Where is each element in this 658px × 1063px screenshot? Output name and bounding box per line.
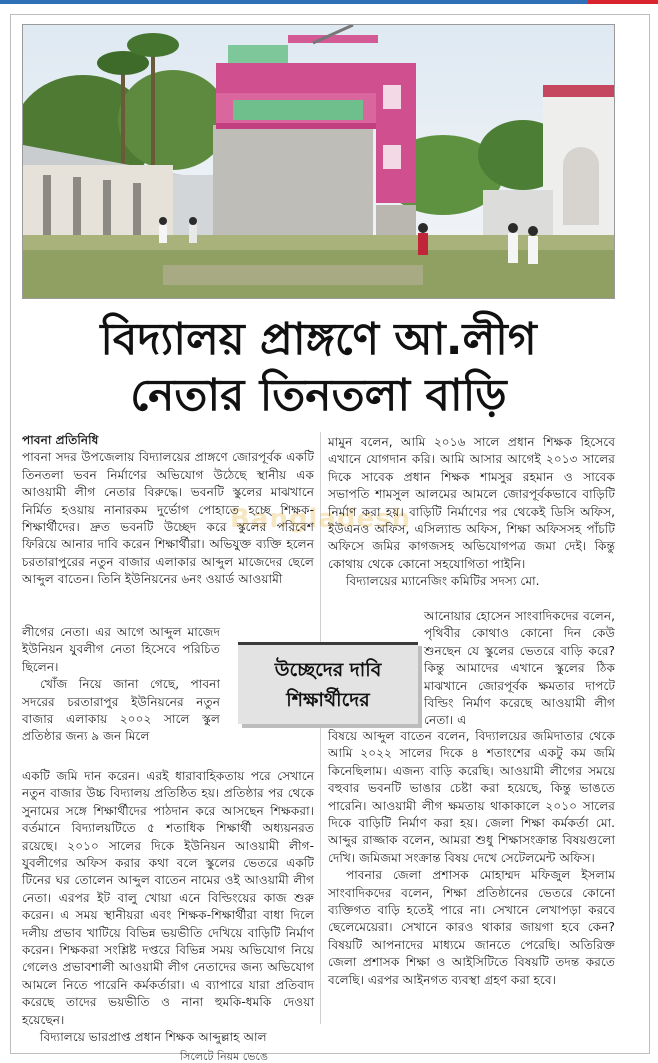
paragraph-headmaster-quote: মামুন বলেন, আমি ২০১৬ সালে প্রধান শিক্ষক হিসেবে এখানে যোগদান করি। আমি আসার আগেই ২০১৩ সালের দিকে সাবেক প্রধান শিক্ষক শামসুর রহমান ও সাবেক সভাপতি শামসুল আলমের আমলে জোরপূর্বকভাবে বাড়িটি নির্মাণ করা হয়। বাড়িটি নির্মাণের পর থেকেই ডিসি অফিস, ইউএনও অফিস, এসিল্যান্ড অফিস, শিক্ষা অফিসসহ পাঁচটি অফিসে জমির কাগজসহ অভিযোগপত্র জমা দেই। কিন্তু কোথায় থেকে কোনো সহযোগিতা পাইনি। <box>328 435 615 571</box>
headline-line-2: নেতার তিনতলা বাড়ি <box>130 370 507 421</box>
paragraph-committee: বিদ্যালয়ের ম্যানেজিং কমিটির সদস্য মো. <box>346 574 540 589</box>
school-building-photo <box>22 24 615 299</box>
headline <box>22 312 615 424</box>
paragraph-background: লীগের নেতা। এর আগে আব্দুল মাজেদ ইউনিয়ন যুবলীগ নেতা হিসেবে পরিচিত ছিলেন। <box>22 625 220 674</box>
pull-quote <box>238 642 418 724</box>
pull-quote-line-2: শিক্ষার্থীদের <box>286 688 370 711</box>
right-column-top <box>328 434 615 591</box>
top-rule <box>0 0 658 4</box>
left-column-top <box>22 432 314 589</box>
paragraph-dc-statement: পাবনার জেলা প্রশাসক মোহাম্মদ মফিজুল ইসলাম সাংবাদিকদের বলেন, শিক্ষা প্রতিষ্ঠানের ভেতরে কোনো ব্যক্তিগত বাড়ি হতেই পারে না। সেখানে লেখাপড়া করবে ছেলেমেয়েরা। সেখানে কারও থাকার জায়গা হবে কেন? বিষয়টি আপনাদের মাধ্যমে জানতে পেরেছি। অতিরিক্ত জেলা প্রশাসক শিক্ষা ও আইসিটিতে বিষয়টি তদন্ত করতে বলেছি। এরপর আইনগত ব্যবস্থা গ্রহণ করা হবে। <box>328 868 615 987</box>
next-article-strip: সিলেটে নিয়ম ভেঙে <box>180 1050 268 1063</box>
right-column-bottom <box>328 728 615 989</box>
top-rule-accent <box>588 0 658 4</box>
paragraph-accused-response: বিষয়ে আব্দুল বাতেন বলেন, বিদ্যালয়ের জমিদাতার থেকে আমি ২০২২ সালের দিকে ৪ শতাংশের একটু কম জমি কিনেছিলাম। এজন্য বাড়ি করেছি। আওয়ামী লীগের সময়ে বহুবার ভবনটি ভাঙার চেষ্টা করা হয়েছে, কিন্তু ভাঙতে পারেনি। আওয়ামী লীগ ক্ষমতায় থাকাকালে ২০১০ সালের দিকে বাড়িটি নির্মাণ করা হয়। জেলা শিক্ষা কর্মকর্তা মো. আব্দুর রাজ্জাক বলেন, আমরা শুধু শিক্ষাসংক্রান্ত বিষয়গুলো দেখি। জমিজমা সংক্রান্ত বিষয় দেখে সেটেলমেন্ট অফিস। <box>328 729 615 865</box>
paragraph-construction: একটি জমি দান করেন। এরই ধারাবাহিকতায় পরে সেখানে নতুন বাজার উচ্চ বিদ্যালয় প্রতিষ্ঠিত হয়। প্রতিষ্ঠার পর থেকে সুনামের সঙ্গে শিক্ষার্থীদের পাঠদান করে আসছেন শিক্ষকরা। বর্তমানে বিদ্যালয়টিতে ৫ শতাধিক শিক্ষার্থী অধ্যয়নরত রয়েছে। ২০১০ সালের দিকে ইউনিয়ন আওয়ামী লীগ-যুবলীগের অফিস করার কথা বলে স্কুলের ভেতরে একটি টিনের ঘর তোলেন আব্দুল বাতেন নামের ওই আওয়ামী লীগ নেতা। এরপর ইট বালু খোয়া এনে বিল্ডিংয়ের কাজ শুরু করেন। এ সময় স্থানীয়রা এবং শিক্ষক-শিক্ষার্থীরা বাধা দিলে দলীয় প্রভাব খাটিয়ে বিভিন্ন ভয়ভীতি দেখিয়ে বাড়িটি নির্মাণ করেন। শিক্ষকরা সংশ্লিষ্ট দপ্তরে বিভিন্ন সময় অভিযোগ নিয়ে গেলেও প্রভাবশালী আওয়ামী লীগ নেতাদের জন্য অভিযোগ আমলে নিতে পারেনি কর্মকর্তারা। এ ব্যাপারে যারা প্রতিবাদ করেছে তাদের ভয়ভীতি ও নানা হুমকি-ধমকি দেওয়া হয়েছেন। <box>22 769 314 1027</box>
left-column-narrow <box>22 624 220 746</box>
byline: পাবনা প্রতিনিধি <box>22 433 99 447</box>
paragraph-committee-quote: আনোয়ার হোসেন সাংবাদিকদের বলেন, পৃথিবীর কোথাও কোনো দিন কেউ শুনছেন যে স্কুলের ভেতরে বাড়ি করে? কিন্তু আমাদের এখানে স্কুলের ঠিক মাঝখানে জোরপূর্বক ক্ষমতার দাপটে বিল্ডিং নির্মাণ করেছে আওয়ামী লীগ নেতা। এ <box>424 609 615 728</box>
pull-quote-line-1: উচ্ছেদের দাবি <box>274 658 382 681</box>
right-column-narrow <box>424 608 615 730</box>
lead-paragraph: পাবনা সদর উপজেলায় বিদ্যালয়ের প্রাঙ্গণে জোরপূর্বক একটি তিনতলা ভবন নির্মাণের অভিযোগ উঠেছে স্থানীয় এক আওয়ামী লীগ নেতার বিরুদ্ধে। ভবনটি স্কুলের মাঝখানে নির্মিত হওয়ায় নানারকম দুর্ভোগ পোহাতে হচ্ছে শিক্ষক-শিক্ষার্থীদের। দ্রুত ভবনটি উচ্ছেদ করে স্কুলের পরিবেশ ফিরিয়ে আনার দাবি করেন শিক্ষার্থীরা। অভিযুক্ত ব্যক্তি হলেন চরতারাপুরের নতুন বাজার এলাকার আব্দুল মাজেদের ছেলে আব্দুল বাতেন। তিনি ইউনিয়নের ৬নং ওয়ার্ড আওয়ামী <box>22 450 314 587</box>
paragraph-headmaster: বিদ্যালয়ে ভারপ্রাপ্ত প্রধান শিক্ষক আব্দুল্লাহ আল <box>40 1030 267 1045</box>
headline-line-1: বিদ্যালয় প্রাঙ্গণে আ.লীগ <box>100 314 537 365</box>
paragraph-history: খোঁজ নিয়ে জানা গেছে, পাবনা সদরের চরতারাপুর ইউনিয়নের নতুন বাজার এলাকায় ২০০২ সালে স্কুল প্রতিষ্ঠার জন্য ৯ জন মিলে <box>22 677 220 744</box>
watermark: Bangladesh <box>230 504 412 534</box>
left-column-bottom <box>22 768 314 1047</box>
photo-illustration <box>23 25 615 299</box>
